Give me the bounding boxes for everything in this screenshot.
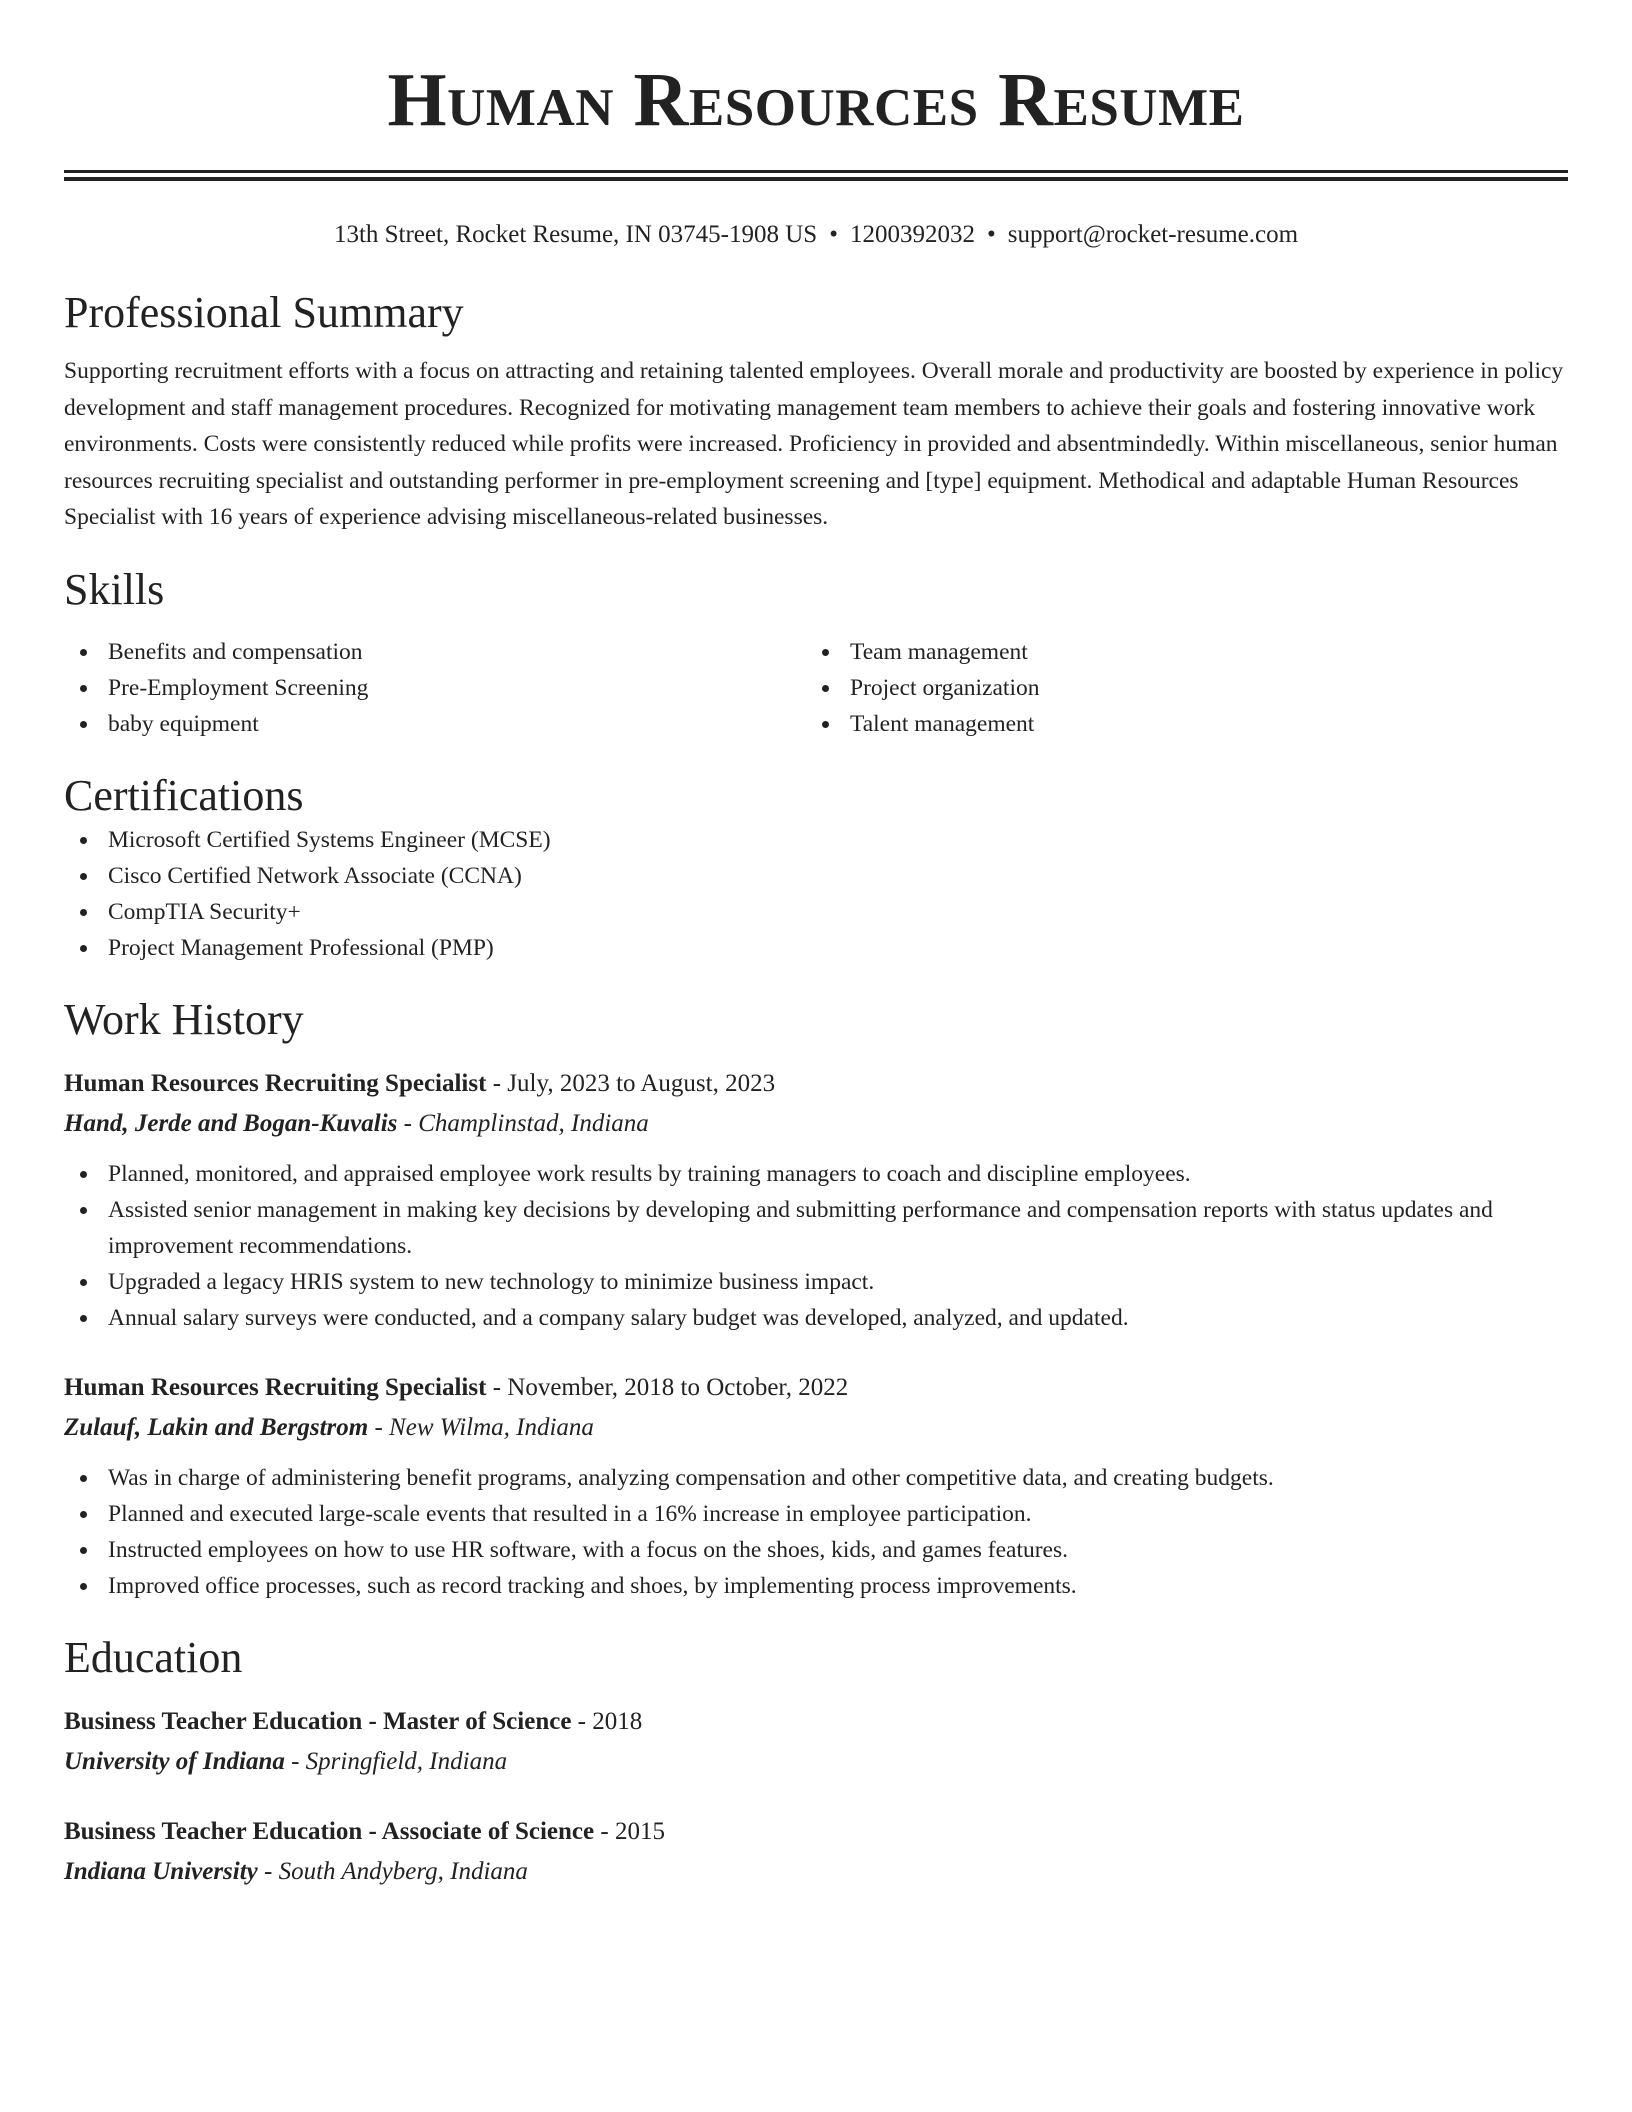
skills-left-list: [64, 634, 806, 742]
job-company: Zulauf, Lakin and Bergstrom: [64, 1413, 369, 1441]
education-entry: [64, 1702, 1568, 1782]
contact-phone: 1200392032: [849, 221, 975, 248]
job-bullet: Improved office processes, such as record tracking and shoes, by implementing process improvements.: [64, 1568, 1568, 1604]
job-bullet: Was in charge of administering benefit programs, analyzing compensation and other competitive data, and creating budgets.: [64, 1460, 1568, 1496]
school-location: - South Andyberg, Indiana: [257, 1857, 528, 1885]
certifications-heading: Certifications: [64, 770, 304, 820]
job-title-line: [64, 1368, 1568, 1408]
resume-title: Human Resources Resume: [387, 58, 1245, 142]
contact-address: 13th Street, Rocket Resume, IN 03745-1908 US: [333, 221, 818, 248]
degree-line: [64, 1812, 1568, 1852]
contact-separator: •: [829, 221, 838, 248]
job-company-line: [64, 1408, 1568, 1448]
skills-columns: [64, 634, 1568, 742]
skills-heading: Skills: [64, 564, 165, 614]
job-dates: - July, 2023 to August, 2023: [486, 1069, 776, 1097]
summary-heading: Professional Summary: [64, 288, 464, 337]
skills-right-list: [806, 634, 1548, 742]
job-bullet: Planned, monitored, and appraised employee work results by training managers to coach and discipline employees.: [64, 1156, 1568, 1192]
job-bullet: Upgraded a legacy HRIS system to new technology to minimize business impact.: [64, 1264, 1568, 1300]
job-location: - Champlinstad, Indiana: [397, 1109, 649, 1137]
certifications-list: [64, 822, 1568, 966]
contact-email: support@rocket-resume.com: [1007, 221, 1299, 248]
job-company-line: [64, 1104, 1568, 1144]
degree-year: - 2015: [594, 1817, 665, 1845]
job-bullets: [64, 1460, 1568, 1604]
job-bullet: Assisted senior management in making key decisions by developing and submitting performance and compensation reports with status updates and improvement recommendations.: [64, 1192, 1568, 1264]
school-location: - Springfield, Indiana: [284, 1747, 508, 1775]
skill-item: Pre-Employment Screening: [64, 670, 806, 706]
job-entry: [64, 1368, 1568, 1604]
work-history-heading: Work History: [64, 994, 304, 1044]
job-title: Human Resources Recruiting Specialist: [64, 1373, 487, 1401]
skill-item: Team management: [806, 634, 1548, 670]
job-location: - New Wilma, Indiana: [368, 1413, 594, 1441]
certification-item: Cisco Certified Network Associate (CCNA): [64, 858, 1568, 894]
certification-item: CompTIA Security+: [64, 894, 1568, 930]
skill-item: Project organization: [806, 670, 1548, 706]
degree-name: Business Teacher Education - Master of Science: [64, 1707, 572, 1735]
summary-text: Supporting recruitment efforts with a focus on attracting and retaining talented employees. Overall morale and productivity are boosted by experience in policy development and staff management procedures. Recognized for motivating management team members to achieve their goals and fostering innovative work environments. Costs were consistently reduced while profits were increased. Proficiency in provided and absentmindedly. Within miscellaneous, senior human resources recruiting specialist and outstanding performer in pre-employment screening and [type] equipment. Methodical and adaptable Human Resources Specialist with 16 years of experience advising miscellaneous-related businesses.: [64, 358, 1564, 530]
certification-item: Project Management Professional (PMP): [64, 930, 1568, 966]
job-bullet: Annual salary surveys were conducted, and a company salary budget was developed, analyzed, and updated.: [64, 1300, 1568, 1336]
contact-separator: •: [986, 221, 996, 248]
job-bullets: [64, 1156, 1568, 1336]
school-name: Indiana University: [64, 1857, 258, 1885]
skill-item: baby equipment: [64, 706, 806, 742]
degree-line: [64, 1702, 1568, 1742]
education-heading: Education: [64, 1632, 243, 1682]
job-title-line: [64, 1064, 1568, 1104]
job-entry: [64, 1064, 1568, 1336]
school-line: [64, 1852, 1568, 1892]
skill-item: Talent management: [806, 706, 1548, 742]
education-entry: [64, 1812, 1568, 1892]
job-bullet: Planned and executed large-scale events that resulted in a 16% increase in employee participation.: [64, 1496, 1568, 1532]
contact-line: [64, 217, 1568, 253]
school-line: [64, 1742, 1568, 1782]
degree-name: Business Teacher Education - Associate of Science: [64, 1817, 595, 1845]
degree-year: - 2018: [571, 1707, 643, 1735]
certification-item: Microsoft Certified Systems Engineer (MCSE): [64, 822, 1568, 858]
job-title: Human Resources Recruiting Specialist: [64, 1069, 487, 1097]
title-double-rule: [64, 170, 1568, 181]
school-name: University of Indiana: [64, 1747, 285, 1775]
job-dates: - November, 2018 to October, 2022: [486, 1373, 849, 1401]
job-bullet: Instructed employees on how to use HR software, with a focus on the shoes, kids, and games features.: [64, 1532, 1568, 1568]
skill-item: Benefits and compensation: [64, 634, 806, 670]
job-company: Hand, Jerde and Bogan-Kuvalis: [64, 1109, 398, 1137]
